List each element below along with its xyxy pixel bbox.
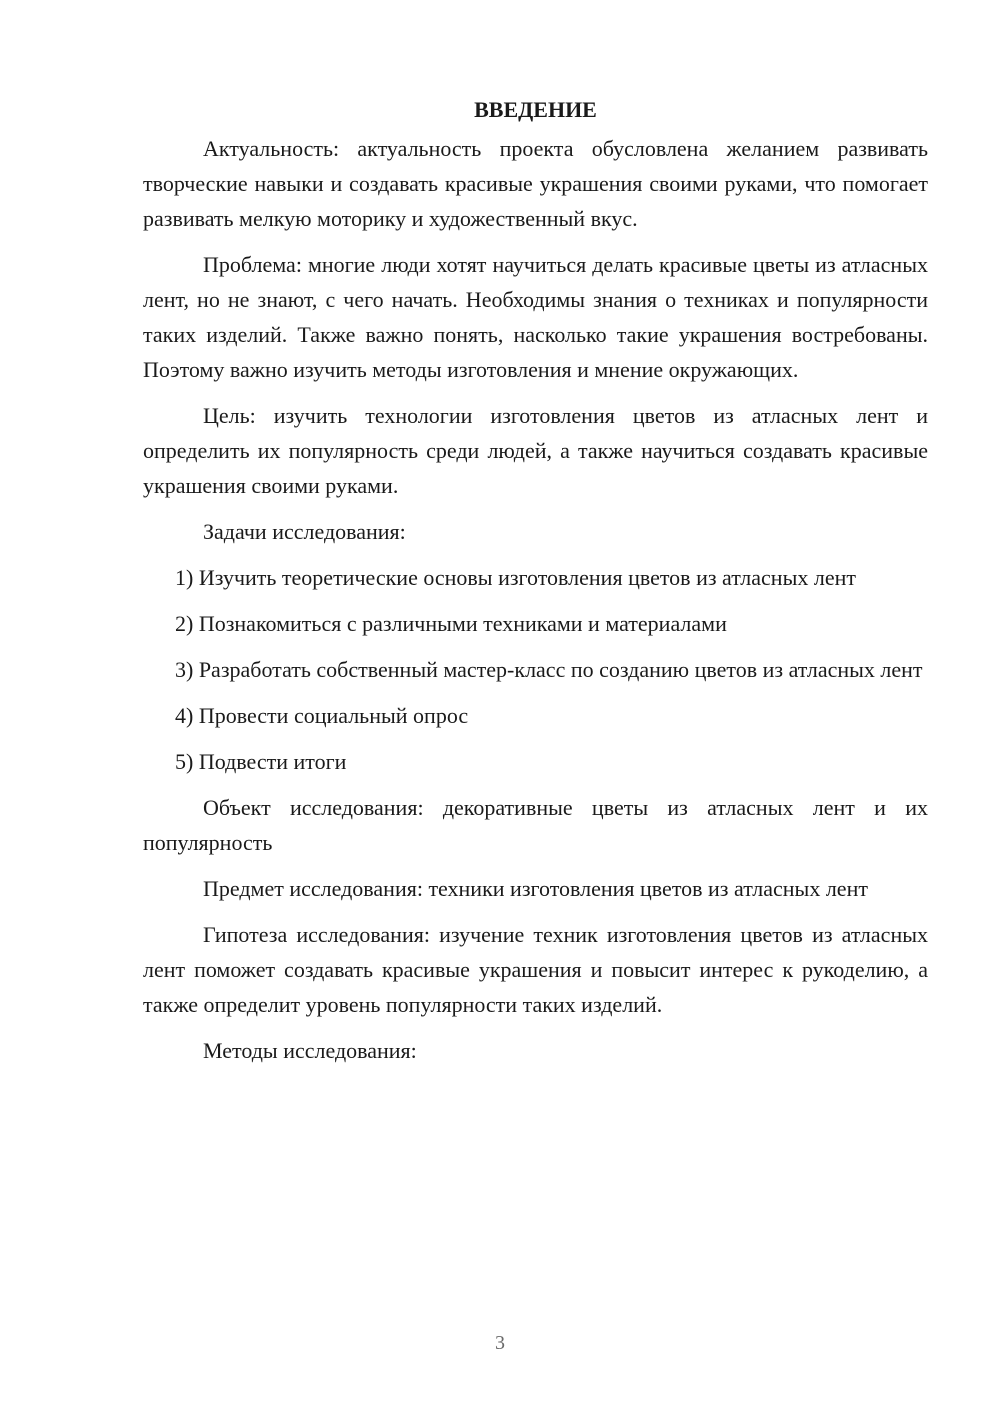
task-item-5: 5) Подвести итоги xyxy=(175,749,347,774)
problem-paragraph: Проблема: многие люди хотят научиться делать красивые цветы из атласных лент, но не знают, с чего начать. Необходимы знания о техниках и популярности таких изделий. Также важно понять, насколько такие украшения востребованы. Поэтому важно изучить методы изготовления и мнение окружающих. xyxy=(143,252,928,382)
task-item-2: 2) Познакомиться с различными техниками и материалами xyxy=(175,611,727,636)
subject-paragraph: Предмет исследования: техники изготовления цветов из атласных лент xyxy=(203,876,868,901)
hypothesis-paragraph: Гипотеза исследования: изучение техник изготовления цветов из атласных лент поможет создавать красивые украшения и повысит интерес к рукоделию, а также определит уровень популярности таких изделий. xyxy=(143,922,928,1017)
goal-paragraph: Цель: изучить технологии изготовления цветов из атласных лент и определить их популярность среди людей, а также научиться создавать красивые украшения своими руками. xyxy=(143,403,928,498)
section-title: ВВЕДЕНИЕ xyxy=(474,97,597,122)
page-number: 3 xyxy=(495,1332,505,1354)
tasks-heading: Задачи исследования: xyxy=(203,519,406,544)
document-page xyxy=(143,92,928,1079)
methods-heading: Методы исследования: xyxy=(203,1038,417,1063)
task-item-3: 3) Разработать собственный мастер-класс по созданию цветов из атласных лент xyxy=(175,657,923,682)
task-item-4: 4) Провести социальный опрос xyxy=(175,703,469,728)
relevance-paragraph: Актуальность: актуальность проекта обусловлена желанием развивать творческие навыки и создавать красивые украшения своими руками, что помогает развивать мелкую моторику и художественный вкус. xyxy=(143,136,928,231)
task-item-1: 1) Изучить теоретические основы изготовления цветов из атласных лент xyxy=(175,565,856,590)
object-paragraph: Объект исследования: декоративные цветы из атласных лент и их популярность xyxy=(143,795,928,855)
